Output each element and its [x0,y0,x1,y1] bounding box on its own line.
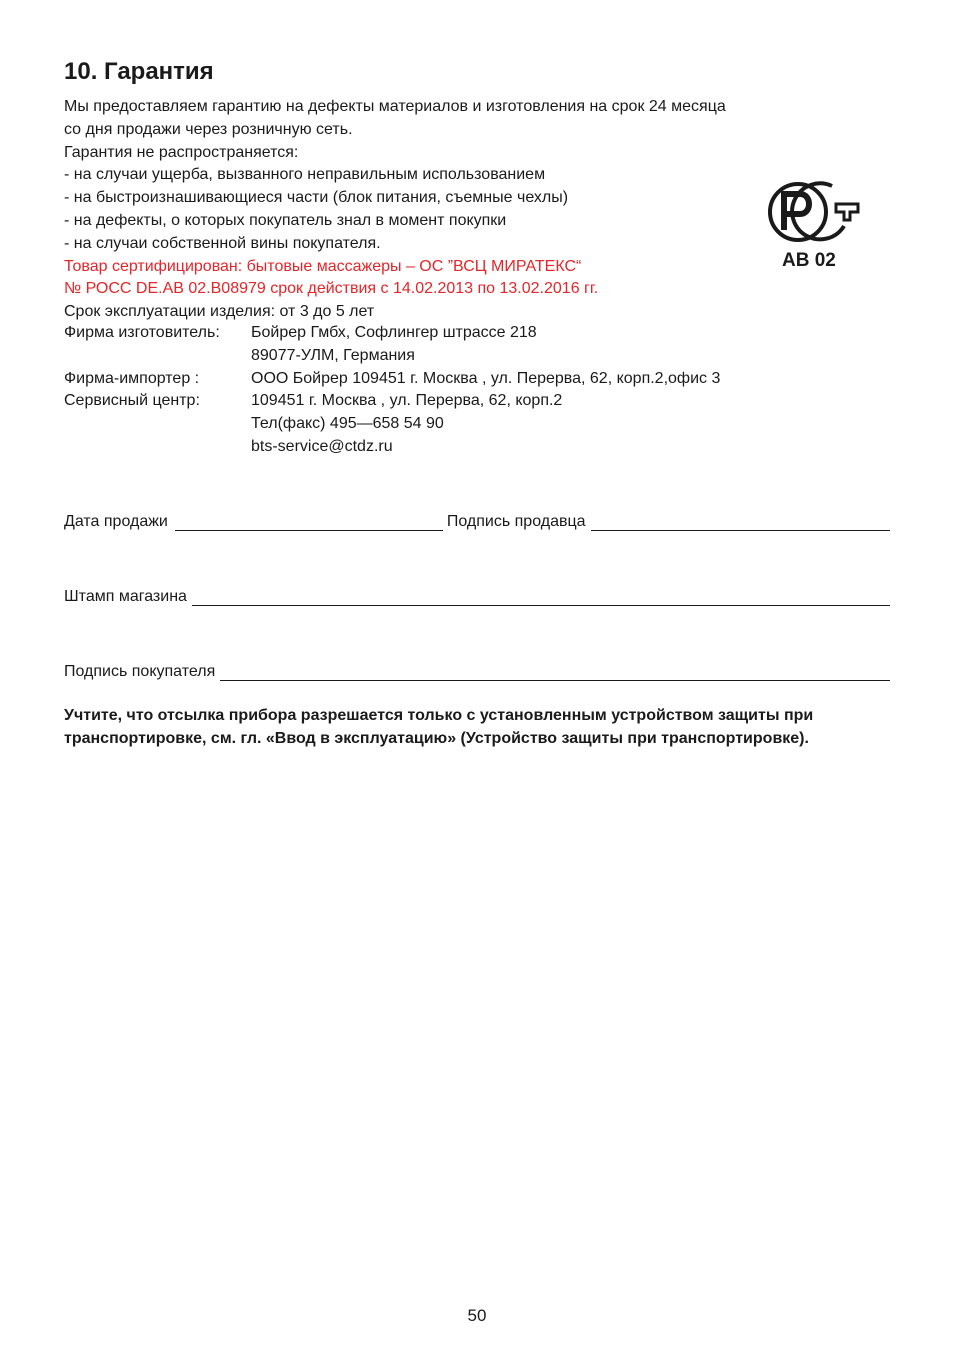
shop-stamp-label: Штамп магазина [64,588,187,605]
sale-date-row [64,512,890,531]
info-label: Фирма изготовитель: [64,324,220,341]
info-value: 109451 г. Москва , ул. Перерва, 62, корп.2 [251,392,563,410]
transport-note: Учтите, что отсылка прибора разрешается только с установленным устройством защиты при транспортировке, см. гл. «Ввод в эксплуатацию» (Устройство защиты при транспортировке). [64,707,814,747]
warranty-exclusions-heading: Гарантия не распространяется: [64,143,299,161]
info-row [64,345,720,368]
seller-signature-label: Подпись продавца [446,513,586,530]
info-label [64,345,251,368]
service-life: Срок эксплуатации изделия: от 3 до 5 лет [64,303,375,321]
warranty-exclusion-item: - на дефекты, о которых покупатель знал в момент покупки [64,211,507,229]
warranty-exclusion-item: - на быстроизнашивающиеся части (блок питания, съемные чехлы) [64,189,569,207]
buyer-signature-label: Подпись покупателя [64,663,216,680]
page-number: 50 [467,1306,487,1325]
seller-signature-field[interactable] [591,512,890,531]
info-value: ООО Бойрер 109451 г. Москва , ул. Перерва, 62, корп.2,офис 3 [251,369,721,387]
warranty-text [64,96,764,324]
info-row [64,436,720,459]
info-value: bts-service@ctdz.ru [251,437,393,455]
certification-text: Товар сертифицирован: бытовые массажеры – ОС ”ВСЦ МИРАТЕКС“ [64,257,582,275]
info-value: Тел(факс) 495—658 54 90 [251,415,444,433]
sale-date-field[interactable] [175,512,443,531]
info-label: Сервисный центр: [64,392,200,410]
certification-mark-code: AB 02 [782,250,836,271]
warranty-paragraph-line: Мы предоставляем гарантию на дефекты материалов и изготовления на срок 24 месяца [64,98,726,115]
info-value: 89077-УЛМ, Германия [251,346,415,364]
company-info [64,322,720,459]
shop-stamp-row [64,587,890,606]
info-row [64,322,720,345]
warranty-exclusion-item: - на случаи ущерба, вызванного неправильным использованием [64,166,546,184]
rst-certification-mark-icon [766,178,862,246]
info-label: Фирма-импортер : [64,369,200,387]
buyer-signature-field[interactable] [220,662,890,681]
info-row [64,390,720,413]
page-title: 10. Гарантия [64,58,214,85]
warranty-paragraph-line: со дня продажи через розничную сеть. [64,120,353,138]
info-row [64,368,720,391]
shop-stamp-field[interactable] [192,587,890,606]
certification-number: № РОСС DE.AB 02.B08979 срок действия с 14.02.2013 по 13.02.2016 гг. [64,280,599,298]
info-label [64,436,251,459]
sale-date-label: Дата продажи [64,513,168,530]
info-row [64,413,720,436]
info-value: Бойрер Гмбх, Софлингер штрассе 218 [251,324,537,341]
warranty-exclusion-item: - на случаи собственной вины покупателя. [64,234,381,252]
info-label [64,413,251,436]
buyer-signature-row [64,662,890,681]
